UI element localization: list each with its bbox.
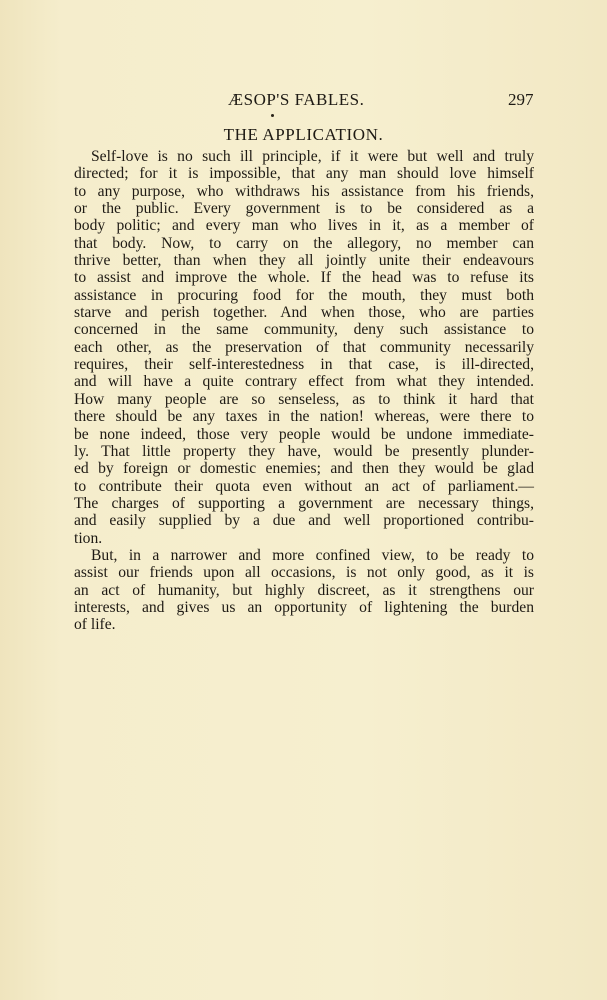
running-title: ÆSOP'S FABLES.	[228, 90, 365, 109]
text-line: that body. Now, to carry on the allegory, no member can	[74, 234, 534, 252]
text-line: ed by foreign or domestic enemies; and then they would be glad	[74, 460, 534, 478]
text-line: Self-love is no such ill principle, if it were but well and truly	[91, 148, 534, 165]
text-line: or the public. Every government is to be considered as a	[74, 200, 534, 218]
text-line: concerned in the same community, deny such assistance to	[74, 321, 534, 339]
body-text	[74, 148, 534, 634]
text-line: to assist and improve the whole. If the head was to refuse its	[74, 269, 534, 287]
text-line: and easily supplied by a due and well proportioned contribu-	[74, 512, 534, 530]
section-title: THE APPLICATION.	[223, 125, 384, 144]
text-line: body politic; and every man who lives in it, as a member of	[74, 217, 534, 235]
text-line: there should be any taxes in the nation! whereas, were there to	[74, 408, 534, 426]
text-line: How many people are so senseless, as to think it hard that	[74, 390, 534, 408]
running-head	[0, 90, 607, 112]
text-line: thrive better, than when they all jointly unite their endeavours	[74, 252, 534, 270]
text-line: of life.	[74, 616, 116, 634]
text-line: to contribute their quota even without an act of parliament.—	[74, 477, 534, 495]
text-line: to any purpose, who withdraws his assistance from his friends,	[74, 182, 534, 200]
text-line: an act of humanity, but highly discreet, as it strengthens our	[74, 581, 534, 599]
page-number: 297	[508, 90, 534, 109]
paragraph-1	[74, 148, 534, 547]
text-line: tion.	[74, 529, 103, 547]
ornament-dot	[271, 114, 274, 117]
text-line: requires, their self-interestedness in that case, is ill-directed,	[74, 356, 534, 374]
text-line: assistance in procuring food for the mouth, they must both	[74, 286, 534, 304]
text-line: ly. That little property they have, would be presently plunder-	[74, 442, 534, 460]
paragraph-2	[74, 547, 534, 634]
text-line: But, in a narrower and more confined view, to be ready to	[91, 546, 534, 564]
text-line: directed; for it is impossible, that any man should love himself	[74, 165, 534, 183]
text-line: each other, as the preservation of that community necessarily	[74, 338, 534, 356]
text-line: interests, and gives us an opportunity of lightening the burden	[74, 598, 534, 616]
text-line: be none indeed, those very people would be undone immediate-	[74, 425, 534, 443]
text-line: The charges of supporting a government are necessary things,	[74, 494, 534, 512]
text-line: starve and perish together. And when those, who are parties	[74, 304, 534, 322]
text-line: and will have a quite contrary effect from what they intended.	[74, 373, 534, 391]
text-line: assist our friends upon all occasions, is not only good, as it is	[74, 564, 534, 582]
